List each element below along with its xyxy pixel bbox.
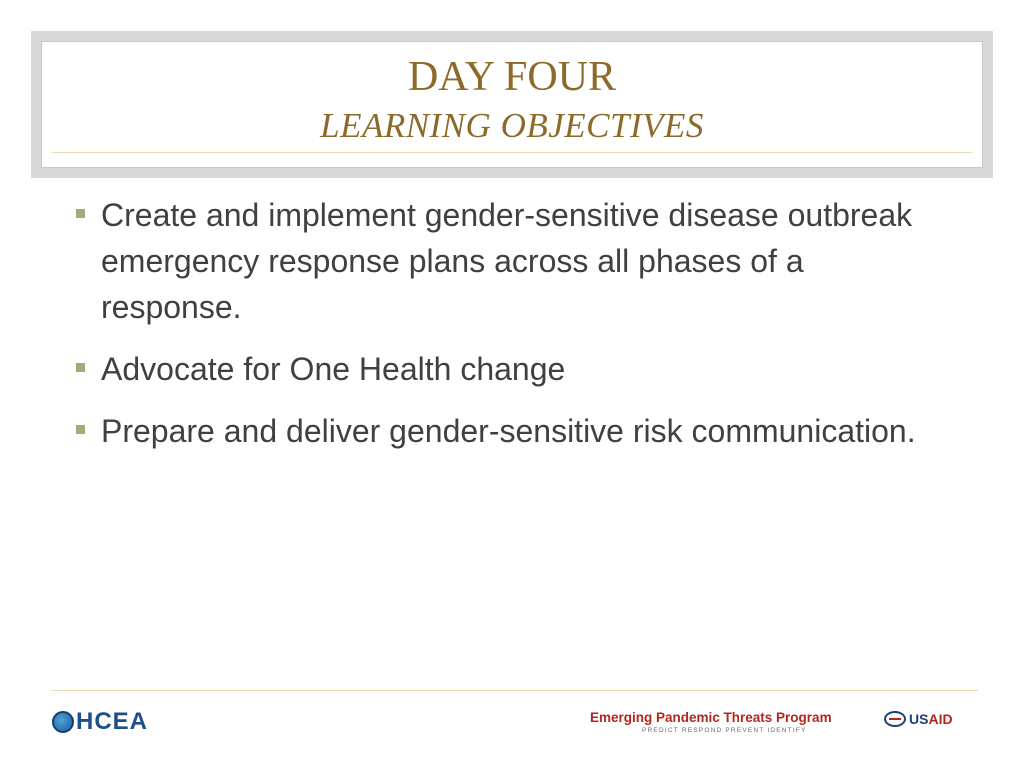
ohcea-logo-text: HCEA (76, 708, 149, 735)
list-item (74, 192, 934, 330)
objectives-list (74, 192, 934, 470)
program-title: Emerging Pandemic Threats Program (590, 710, 832, 725)
ohcea-logo (52, 710, 148, 734)
list-item (74, 346, 934, 392)
usaid-text-aid: AID (928, 711, 953, 727)
square-bullet-icon (76, 209, 85, 218)
title-divider (52, 152, 972, 153)
title-frame (31, 31, 993, 178)
title-box (41, 41, 983, 168)
usaid-logo-text (909, 712, 953, 726)
usaid-seal-icon (884, 711, 906, 727)
list-item (74, 408, 934, 454)
footer-divider (52, 690, 978, 691)
square-bullet-icon (76, 425, 85, 434)
list-item-text: Create and implement gender-sensitive disease outbreak emergency response plans across all phases of a response. (101, 197, 913, 325)
list-item-text: Prepare and deliver gender-sensitive risk communication. (101, 413, 916, 449)
usaid-logo (884, 711, 953, 727)
globe-icon (52, 711, 74, 733)
partner-logos (590, 710, 970, 740)
slide-subtitle: LEARNING OBJECTIVES (320, 106, 704, 145)
usaid-text-us: US (909, 711, 929, 727)
square-bullet-icon (76, 363, 85, 372)
slide-title: DAY FOUR (407, 54, 617, 100)
list-item-text: Advocate for One Health change (101, 351, 566, 387)
program-tagline: PREDICT RESPOND PREVENT IDENTIFY (642, 727, 807, 734)
